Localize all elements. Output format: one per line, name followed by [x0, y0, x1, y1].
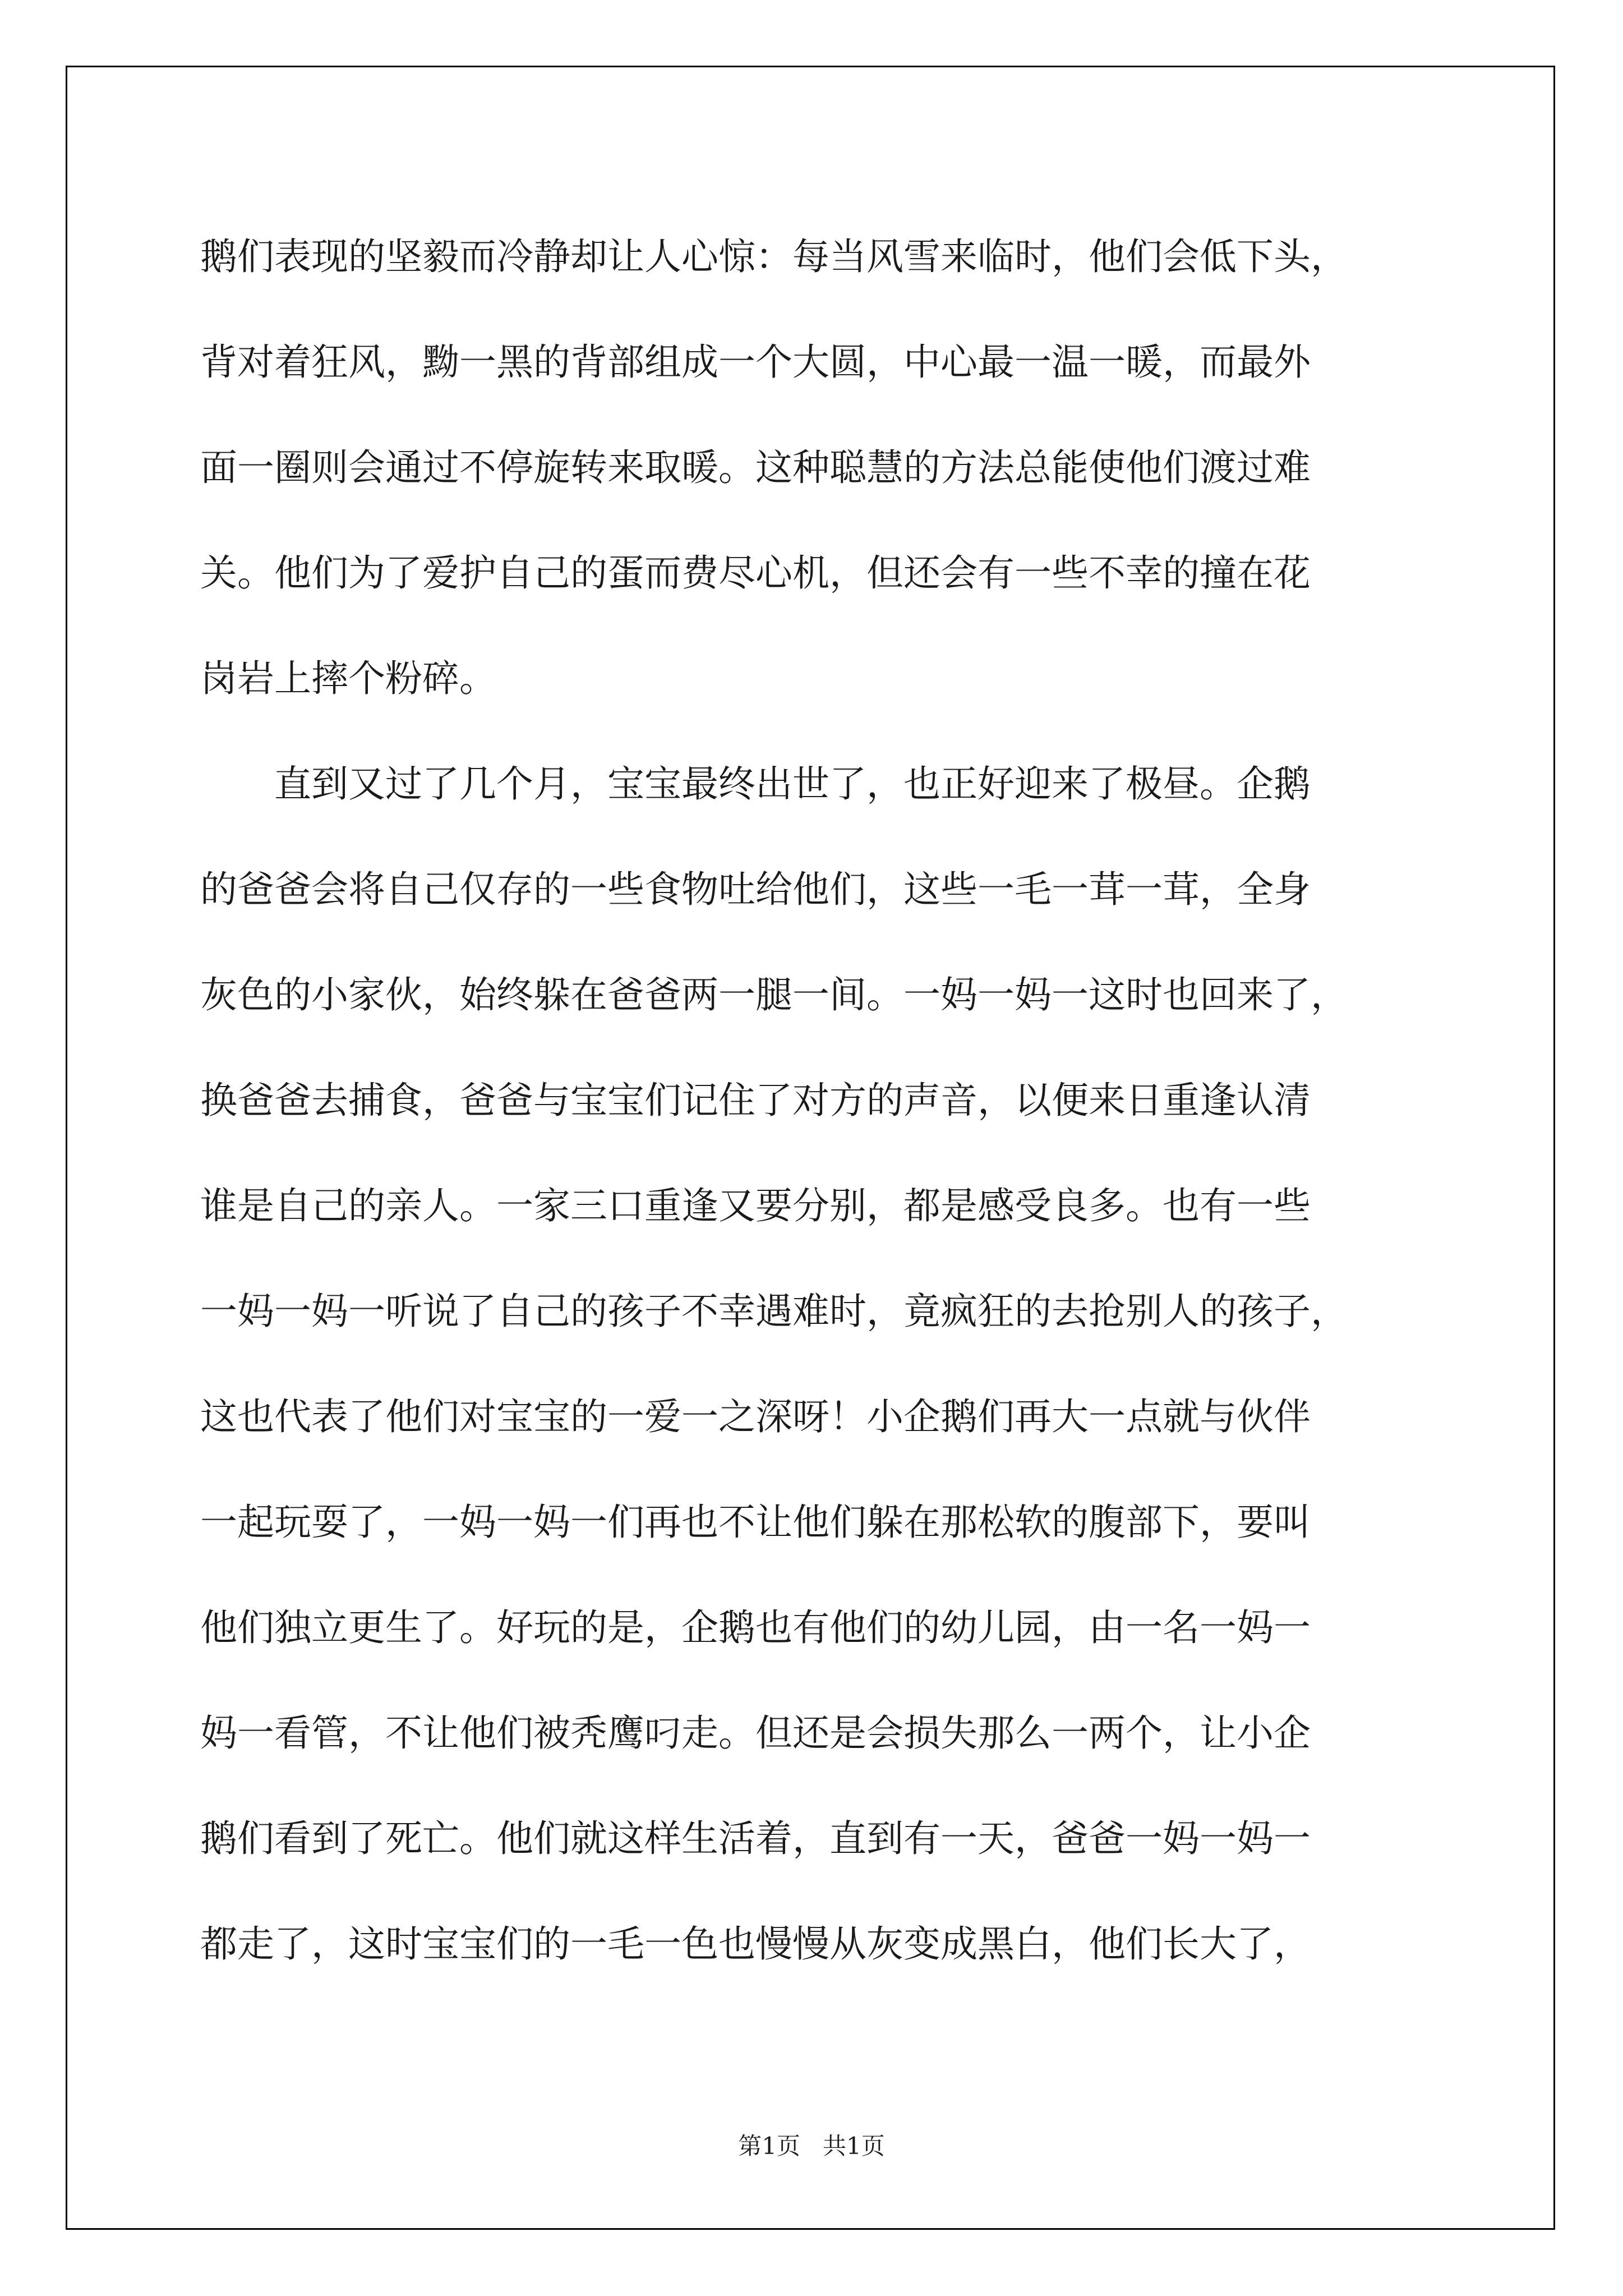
text-line: 背对着狂风，黝一黑的背部组成一个大圆，中心最一温一暖，而最外: [200, 341, 1311, 384]
text-line: 关。他们为了爱护自己的蛋而费尽心机，但还会有一些不幸的撞在花: [200, 551, 1311, 595]
text-line: 一妈一妈一听说了自己的孩子不幸遇难时，竟疯狂的去抢别人的孩子，: [200, 1290, 1348, 1333]
text-line: 都走了，这时宝宝们的一毛一色也慢慢从灰变成黑白，他们长大了，: [200, 1922, 1311, 1966]
text-line: 他们独立更生了。好玩的是，企鹅也有他们的幼儿园，由一名一妈一: [200, 1606, 1311, 1649]
text-line: 这也代表了他们对宝宝的一爱一之深呀！小企鹅们再大一点就与伙伴: [200, 1395, 1311, 1438]
text-line: 一起玩耍了，一妈一妈一们再也不让他们躲在那松软的腹部下，要叫: [200, 1501, 1311, 1544]
text-line: 谁是自己的亲人。一家三口重逢又要分别，都是感受良多。也有一些: [200, 1184, 1311, 1227]
text-line: 鹅们表现的坚毅而冷静却让人心惊：每当风雪来临时，他们会低下头，: [200, 235, 1348, 278]
text-line: 直到又过了几个月，宝宝最终出世了，也正好迎来了极昼。企鹅: [200, 762, 1311, 806]
text-line: 灰色的小家伙，始终躲在爸爸两一腿一间。一妈一妈一这时也回来了，: [200, 973, 1348, 1016]
text-line: 换爸爸去捕食，爸爸与宝宝们记住了对方的声音，以便来日重逢认清: [200, 1079, 1311, 1122]
text-line: 岗岩上摔个粉碎。: [200, 657, 496, 700]
body-text: [200, 204, 1423, 1997]
text-line: 面一圈则会通过不停旋转来取暖。这种聪慧的方法总能使他们渡过难: [200, 446, 1311, 489]
text-line: 妈一看管，不让他们被秃鹰叼走。但还是会损失那么一两个，让小企: [200, 1711, 1311, 1755]
text-line: 的爸爸会将自己仅存的一些食物吐给他们，这些一毛一茸一茸，全身: [200, 868, 1311, 911]
text-line: 鹅们看到了死亡。他们就这样生活着，直到有一天，爸爸一妈一妈一: [200, 1817, 1311, 1860]
page-footer: 第1页 共1页: [738, 2132, 885, 2160]
